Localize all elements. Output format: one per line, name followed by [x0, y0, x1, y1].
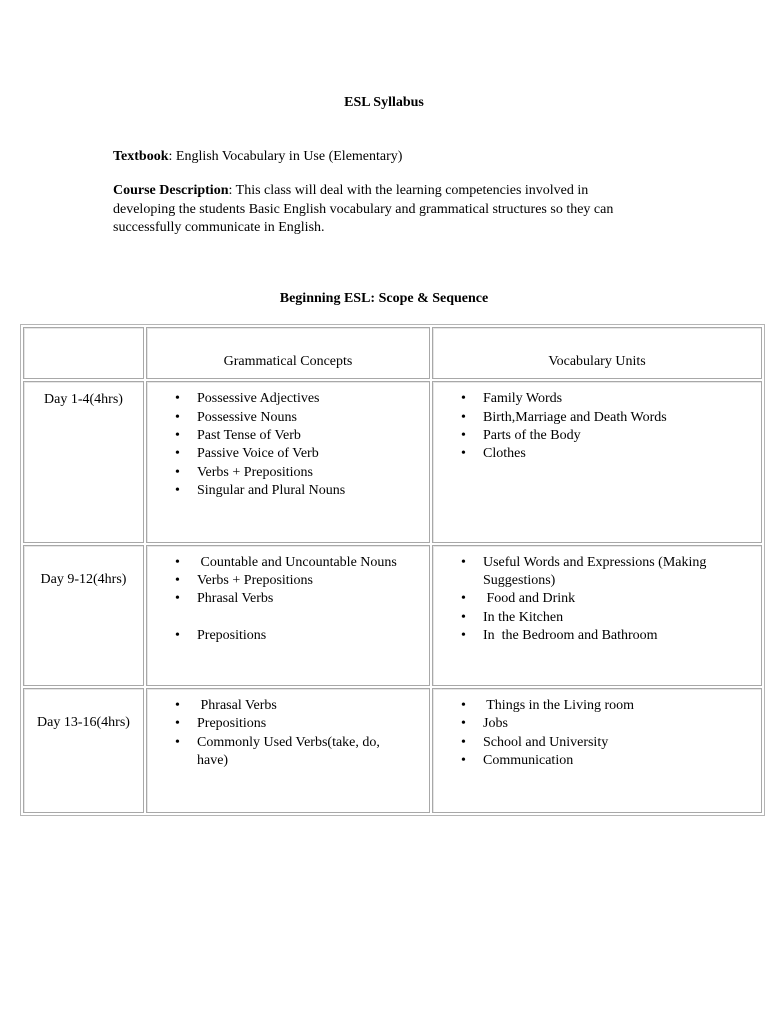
list-item: • Possessive Adjectives [197, 390, 429, 408]
day-label: Day 13-16(4hrs) [37, 714, 130, 730]
grammar-cell [146, 688, 430, 813]
list-item: • Past Tense of Verb [197, 427, 429, 445]
list-item: • In the Bedroom and Bathroom [483, 627, 761, 645]
vocab-list [433, 546, 761, 645]
textbook-line [113, 148, 658, 167]
list-item: • Parts of the Body [483, 427, 761, 445]
vocab-cell [432, 545, 762, 686]
list-item: • Phrasal Verbs [197, 697, 429, 715]
list-item: • Phrasal Verbs [197, 590, 429, 608]
list-item: • Commonly Used Verbs(take, do, have) [197, 734, 429, 771]
vocab-cell [432, 688, 762, 813]
textbook-label: Textbook [113, 149, 169, 164]
day-cell [23, 545, 144, 686]
vocab-cell [432, 381, 762, 542]
list-item: • Things in the Living room [483, 697, 761, 715]
list-item: • School and University [483, 734, 761, 752]
vocab-list [433, 689, 761, 770]
day-label: Day 1-4(4hrs) [44, 392, 123, 408]
course-description-line2: developing the students Basic English vocabulary and grammatical structures so they can [113, 201, 614, 217]
grammar-list [147, 546, 429, 645]
list-item: • Clothes [483, 445, 761, 463]
header-empty-cell [23, 327, 144, 379]
list-item: • Passive Voice of Verb [197, 445, 429, 463]
list-item: • Jobs [483, 715, 761, 733]
list-item: • Verbs + Prepositions [197, 572, 429, 590]
table-row [23, 381, 762, 542]
list-item: • Prepositions [197, 715, 429, 733]
textbook-value: : English Vocabulary in Use (Elementary) [168, 149, 403, 164]
course-description [113, 182, 658, 238]
list-item: • Verbs + Prepositions [197, 464, 429, 482]
grammar-list [147, 689, 429, 770]
table-row [23, 545, 762, 686]
day-cell [23, 381, 144, 542]
grammar-cell [146, 545, 430, 686]
day-cell [23, 688, 144, 813]
list-item: • Countable and Uncountable Nouns [197, 554, 429, 572]
vocab-list [433, 382, 761, 463]
course-description-line3: successfully communicate in English. [113, 220, 325, 235]
grammar-cell [146, 381, 430, 542]
list-item: • Singular and Plural Nouns [197, 482, 429, 500]
list-item: • Birth,Marriage and Death Words [483, 409, 761, 427]
header-vocabulary-units: Vocabulary Units [432, 327, 762, 379]
list-item: • Prepositions [197, 627, 429, 645]
list-item: • In the Kitchen [483, 609, 761, 627]
list-item: • Useful Words and Expressions (Making Suggestions) [483, 554, 761, 591]
list-item: • Food and Drink [483, 590, 761, 608]
table-row [23, 688, 762, 813]
list-item: • Family Words [483, 390, 761, 408]
header-grammatical-concepts: Grammatical Concepts [146, 327, 430, 379]
grammar-list [147, 382, 429, 500]
course-description-line1: : This class will deal with the learning competencies involved in [228, 183, 589, 198]
section-title: Beginning ESL: Scope & Sequence [279, 291, 489, 306]
document-title: ESL Syllabus [344, 95, 424, 110]
list-item: • Possessive Nouns [197, 409, 429, 427]
table-header-row [23, 327, 762, 379]
day-label: Day 9-12(4hrs) [40, 571, 127, 587]
course-description-label: Course Description [113, 183, 229, 198]
list-item: • Communication [483, 752, 761, 770]
scope-sequence-table [20, 324, 765, 816]
